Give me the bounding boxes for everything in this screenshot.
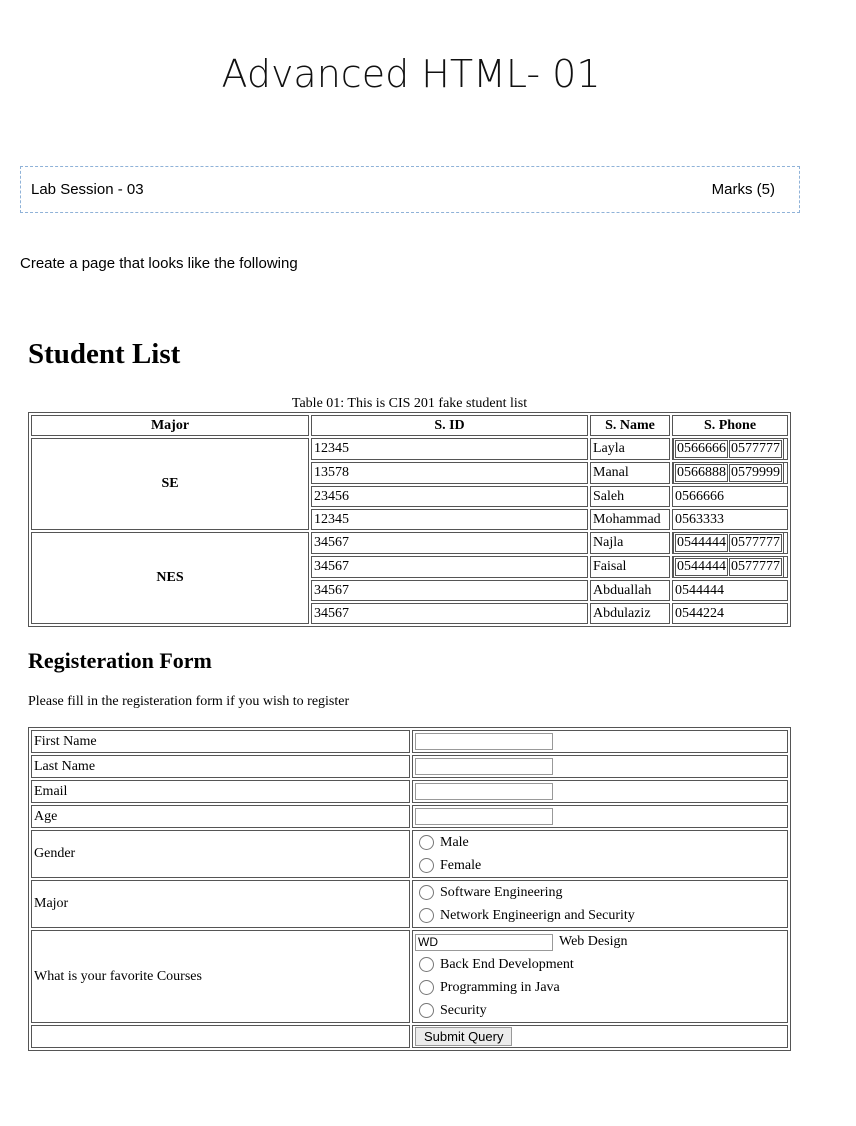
age-field[interactable] [415, 808, 553, 825]
major-cell: SE [31, 438, 309, 530]
header-sname: S. Name [590, 415, 670, 436]
courses-label: What is your favorite Courses [31, 930, 410, 1023]
phone: 0544224 [672, 603, 788, 624]
student-id: 13578 [311, 462, 588, 484]
course-option-java[interactable] [415, 976, 785, 999]
course-option-label: Back End Development [440, 956, 574, 972]
registration-form [28, 727, 791, 1051]
header-sid: S. ID [311, 415, 588, 436]
phone-cell [672, 462, 788, 484]
student-table-caption: Table 01: This is CIS 201 fake student list [291, 396, 528, 411]
radio-button[interactable] [419, 885, 434, 900]
empty-label-cell [31, 1025, 410, 1048]
major-option-software-engineering[interactable] [415, 881, 785, 904]
header-major: Major [31, 415, 309, 436]
gender-label: Gender [31, 830, 410, 878]
student-name: Faisal [590, 556, 670, 578]
student-list-heading: Student List [28, 338, 181, 370]
first-name-label: First Name [31, 730, 410, 753]
phone: 0577777 [731, 535, 780, 550]
phone: 0544444 [677, 535, 726, 550]
course-option-label: Security [440, 1002, 487, 1018]
student-table-header-row [31, 415, 788, 436]
last-name-field[interactable] [415, 758, 553, 775]
major-option-network-security[interactable] [415, 904, 785, 927]
student-id: 34567 [311, 603, 588, 624]
phone-cell [672, 556, 788, 578]
phone: 0579999 [731, 465, 780, 480]
radio-button[interactable] [419, 908, 434, 923]
major-cell: NES [31, 532, 309, 624]
email-field[interactable] [415, 783, 553, 800]
radio-button[interactable] [419, 1003, 434, 1018]
marks-label: Marks (5) [711, 181, 775, 198]
student-id: 23456 [311, 486, 588, 507]
gender-option-label: Female [440, 857, 482, 873]
major-label: Major [31, 880, 410, 928]
submit-button[interactable]: Submit Query [415, 1027, 512, 1046]
student-table [28, 412, 791, 627]
phone-cell [672, 438, 788, 460]
major-option-label: Software Engineering [440, 884, 563, 900]
phone: 0577777 [731, 559, 780, 574]
phone: 0563333 [672, 509, 788, 530]
gender-option-female[interactable] [415, 854, 785, 877]
registration-note: Please fill in the registeration form if you wish to register [28, 694, 350, 709]
course-text-input[interactable]: WD [415, 934, 553, 951]
email-label: Email [31, 780, 410, 803]
document-title: Advanced HTML- 01 [221, 52, 601, 96]
lab-session-label: Lab Session - 03 [31, 181, 144, 198]
course-option-label: Programming in Java [440, 979, 560, 995]
course-input-label: Web Design [559, 934, 628, 949]
instruction-text: Create a page that looks like the following [20, 255, 298, 272]
phone: 0566666 [677, 441, 726, 456]
first-name-field[interactable] [415, 733, 553, 750]
gender-option-label: Male [440, 834, 469, 850]
student-id: 12345 [311, 509, 588, 530]
student-id: 12345 [311, 438, 588, 460]
radio-button[interactable] [419, 835, 434, 850]
radio-button[interactable] [419, 957, 434, 972]
table-row [31, 532, 788, 554]
student-name: Layla [590, 438, 670, 460]
last-name-label: Last Name [31, 755, 410, 778]
course-option-security[interactable] [415, 999, 785, 1022]
student-name: Abdulaziz [590, 603, 670, 624]
phone: 0544444 [672, 580, 788, 601]
radio-button[interactable] [419, 980, 434, 995]
age-label: Age [31, 805, 410, 828]
student-name: Manal [590, 462, 670, 484]
phone: 0566888 [677, 465, 726, 480]
lab-session-box [20, 166, 800, 213]
header-sphone: S. Phone [672, 415, 788, 436]
student-name: Abduallah [590, 580, 670, 601]
phone: 0577777 [731, 441, 780, 456]
phone: 0566666 [672, 486, 788, 507]
registration-heading: Registeration Form [28, 648, 212, 673]
course-option-backend[interactable] [415, 953, 785, 976]
phone: 0544444 [677, 559, 726, 574]
phone-cell [672, 532, 788, 554]
student-name: Najla [590, 532, 670, 554]
table-row [31, 438, 788, 460]
gender-option-male[interactable] [415, 831, 785, 854]
major-option-label: Network Engineerign and Security [440, 907, 635, 923]
radio-button[interactable] [419, 858, 434, 873]
student-name: Saleh [590, 486, 670, 507]
student-id: 34567 [311, 556, 588, 578]
student-id: 34567 [311, 580, 588, 601]
student-name: Mohammad [590, 509, 670, 530]
student-id: 34567 [311, 532, 588, 554]
